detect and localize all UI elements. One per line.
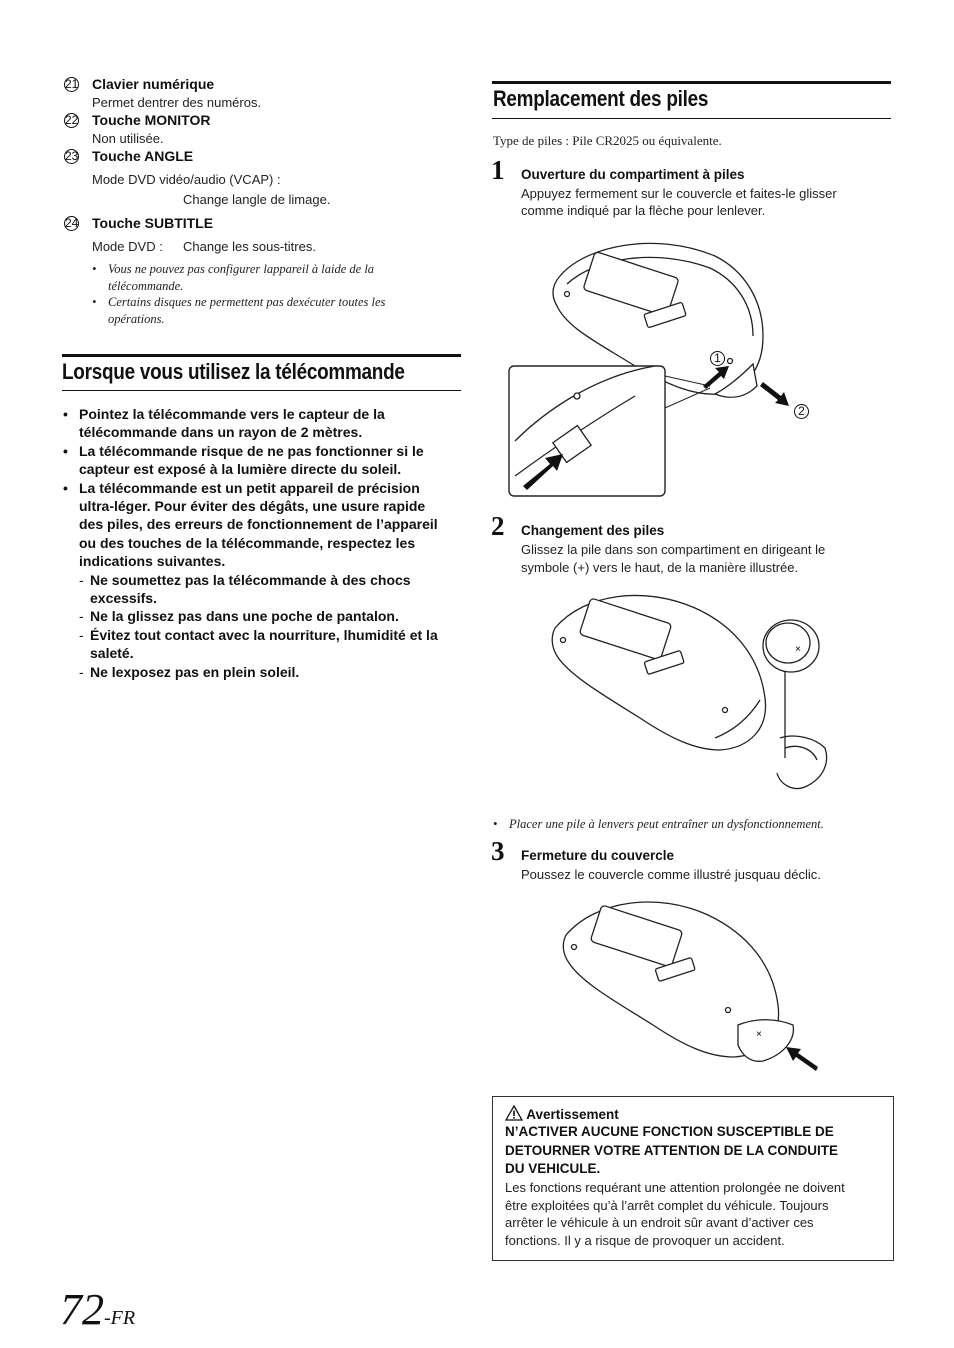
- step-2-line-2: symbole (+) vers le haut, de la manière illustrée.: [521, 560, 799, 575]
- item-number-23: 23: [65, 149, 79, 163]
- usage-bullet-list: [63, 405, 463, 681]
- note-1-line-1: Vous ne pouvez pas configurer lappareil à laide de la: [108, 262, 375, 276]
- item-title-monitor: Touche MONITOR: [92, 112, 211, 128]
- dash-line: - Ne la glissez pas dans une poche de pantalon.: [90, 608, 399, 625]
- item-number-24: 24: [65, 216, 79, 230]
- callout-1: 1: [710, 351, 725, 366]
- item-number-22: 22: [65, 113, 79, 127]
- step-number-2: 2: [491, 511, 505, 541]
- item-mode-angle: Mode DVD vidéo/audio (VCAP) :: [92, 172, 281, 187]
- note-2-line-1: Certains disques ne permettent pas dexécuter toutes les: [108, 295, 386, 309]
- step-1-line-1: Appuyez fermement sur le couvercle et faites-le glisser: [521, 186, 837, 201]
- bullet-line: indications suivantes.: [79, 553, 226, 570]
- section-rule-top: [62, 354, 461, 357]
- section-title-battery: Remplacement des piles: [493, 86, 709, 111]
- dash-line: saleté.: [90, 645, 134, 662]
- note-bullet: •: [493, 817, 498, 831]
- warning-caps-line-1: N’ACTIVER AUCUNE FONCTION SUSCEPTIBLE DE: [505, 1124, 834, 1139]
- step-1-line-2: comme indiqué par la flèche pour lenlever.: [521, 203, 766, 218]
- item-mode-subtitle: Mode DVD :: [92, 239, 163, 254]
- item-mode-desc-angle: Change langle de limage.: [183, 192, 331, 207]
- push-arrow-icon: [786, 1047, 818, 1071]
- note-1-line-2: télécommande.: [108, 279, 184, 293]
- warning-box: [492, 1096, 894, 1261]
- note-bullet: •: [92, 262, 97, 276]
- warning-text-line-4: fonctions. Il y a risque de provoquer un accident.: [505, 1232, 785, 1248]
- warning-caps-line-3: DU VEHICULE.: [505, 1161, 601, 1176]
- callout-2: 2: [794, 404, 809, 419]
- battery-type: Type de piles : Pile CR2025 ou équivalente.: [493, 133, 722, 148]
- dash-line: - Ne lexposez pas en plein soleil.: [90, 663, 300, 680]
- bullet-line: • La télécommande est un petit appareil de précision: [79, 479, 420, 496]
- bullet-line: des piles, des erreurs de fonctionnement de l’appareil: [79, 516, 438, 533]
- item-desc-monitor: Non utilisée.: [92, 131, 164, 146]
- step-2-title: Changement des piles: [521, 523, 665, 538]
- section-rule-bottom: [492, 118, 891, 119]
- bullet-line: capteur est exposé à la lumière directe du soleil.: [79, 461, 402, 478]
- step-3-line-1: Poussez le couvercle comme illustré jusquau déclic.: [521, 867, 821, 882]
- remote-open-cover-illustration: [505, 236, 825, 500]
- battery-reverse-note: Placer une pile à lenvers peut entraîner un dysfonctionnement.: [509, 817, 824, 831]
- warning-heading-row: [505, 1105, 619, 1125]
- dash-line: - Évitez tout contact avec la nourriture, lhumidité et la: [90, 626, 438, 643]
- bullet-line: • Pointez la télécommande vers le capteur de la: [79, 406, 385, 422]
- warning-text-line-2: être exploitées qu’à l’arrêt complet du véhicule. Toujours: [505, 1197, 829, 1213]
- section-rule-top: [492, 81, 891, 84]
- dash-item: [63, 571, 463, 608]
- item-number-21: 21: [65, 77, 79, 91]
- item-title-subtitle: Touche SUBTITLE: [92, 215, 214, 231]
- bullet-item: [63, 442, 463, 479]
- item-title-angle: Touche ANGLE: [92, 148, 194, 164]
- bullet-line: ou des touches de la télécommande, respectez les: [79, 534, 416, 551]
- battery-plus-mark: ×: [756, 1029, 762, 1040]
- step-1-title: Ouverture du compartiment à piles: [521, 167, 745, 182]
- page-footer: [60, 1284, 135, 1335]
- step-3-title: Fermeture du couvercle: [521, 848, 675, 863]
- remote-close-cover-illustration: [558, 895, 820, 1075]
- section-title-usage: Lorsque vous utilisez la télécommande: [62, 359, 405, 384]
- warning-heading: Avertissement: [526, 1107, 619, 1122]
- battery-insert-illustration: [545, 588, 840, 798]
- bullet-item: [63, 479, 463, 571]
- step-2-line-1: Glissez la pile dans son compartiment en dirigeant le: [521, 542, 826, 557]
- battery-plus-mark: ×: [795, 644, 801, 655]
- step-number-3: 3: [491, 836, 505, 866]
- bullet-line: ultra-léger. Pour éviter des dégâts, une usure rapide: [79, 498, 426, 515]
- warning-text-line-1: Les fonctions requérant une attention prolongée ne doivent: [505, 1180, 845, 1195]
- dash-line: - Ne soumettez pas la télécommande à des chocs: [90, 571, 411, 588]
- section-rule-bottom: [62, 390, 461, 391]
- note-bullet: •: [92, 295, 97, 309]
- step-number-1: 1: [491, 155, 505, 185]
- item-mode-desc-subtitle: Change les sous-titres.: [183, 239, 316, 254]
- dash-line: excessifs.: [90, 590, 157, 607]
- bullet-line: • La télécommande risque de ne pas fonctionner si le: [79, 442, 424, 459]
- dash-item: [63, 607, 463, 625]
- warning-triangle-icon: [505, 1105, 523, 1121]
- page-suffix: -FR: [104, 1307, 136, 1329]
- bullet-line: télécommande dans un rayon de 2 mètres.: [79, 424, 363, 441]
- dash-item: [63, 663, 463, 681]
- item-title-keypad: Clavier numérique: [92, 76, 215, 92]
- warning-text-line-3: arrêter le véhicule à un endroit sûr avant d’activer ces: [505, 1215, 814, 1230]
- bullet-item: [63, 405, 463, 442]
- item-desc-keypad: Permet dentrer des numéros.: [92, 95, 262, 110]
- note-2-line-2: opérations.: [108, 312, 165, 326]
- dash-item: [63, 626, 463, 663]
- warning-caps-line-2: DETOURNER VOTRE ATTENTION DE LA CONDUITE: [505, 1142, 839, 1158]
- page-number: 72: [60, 1285, 104, 1334]
